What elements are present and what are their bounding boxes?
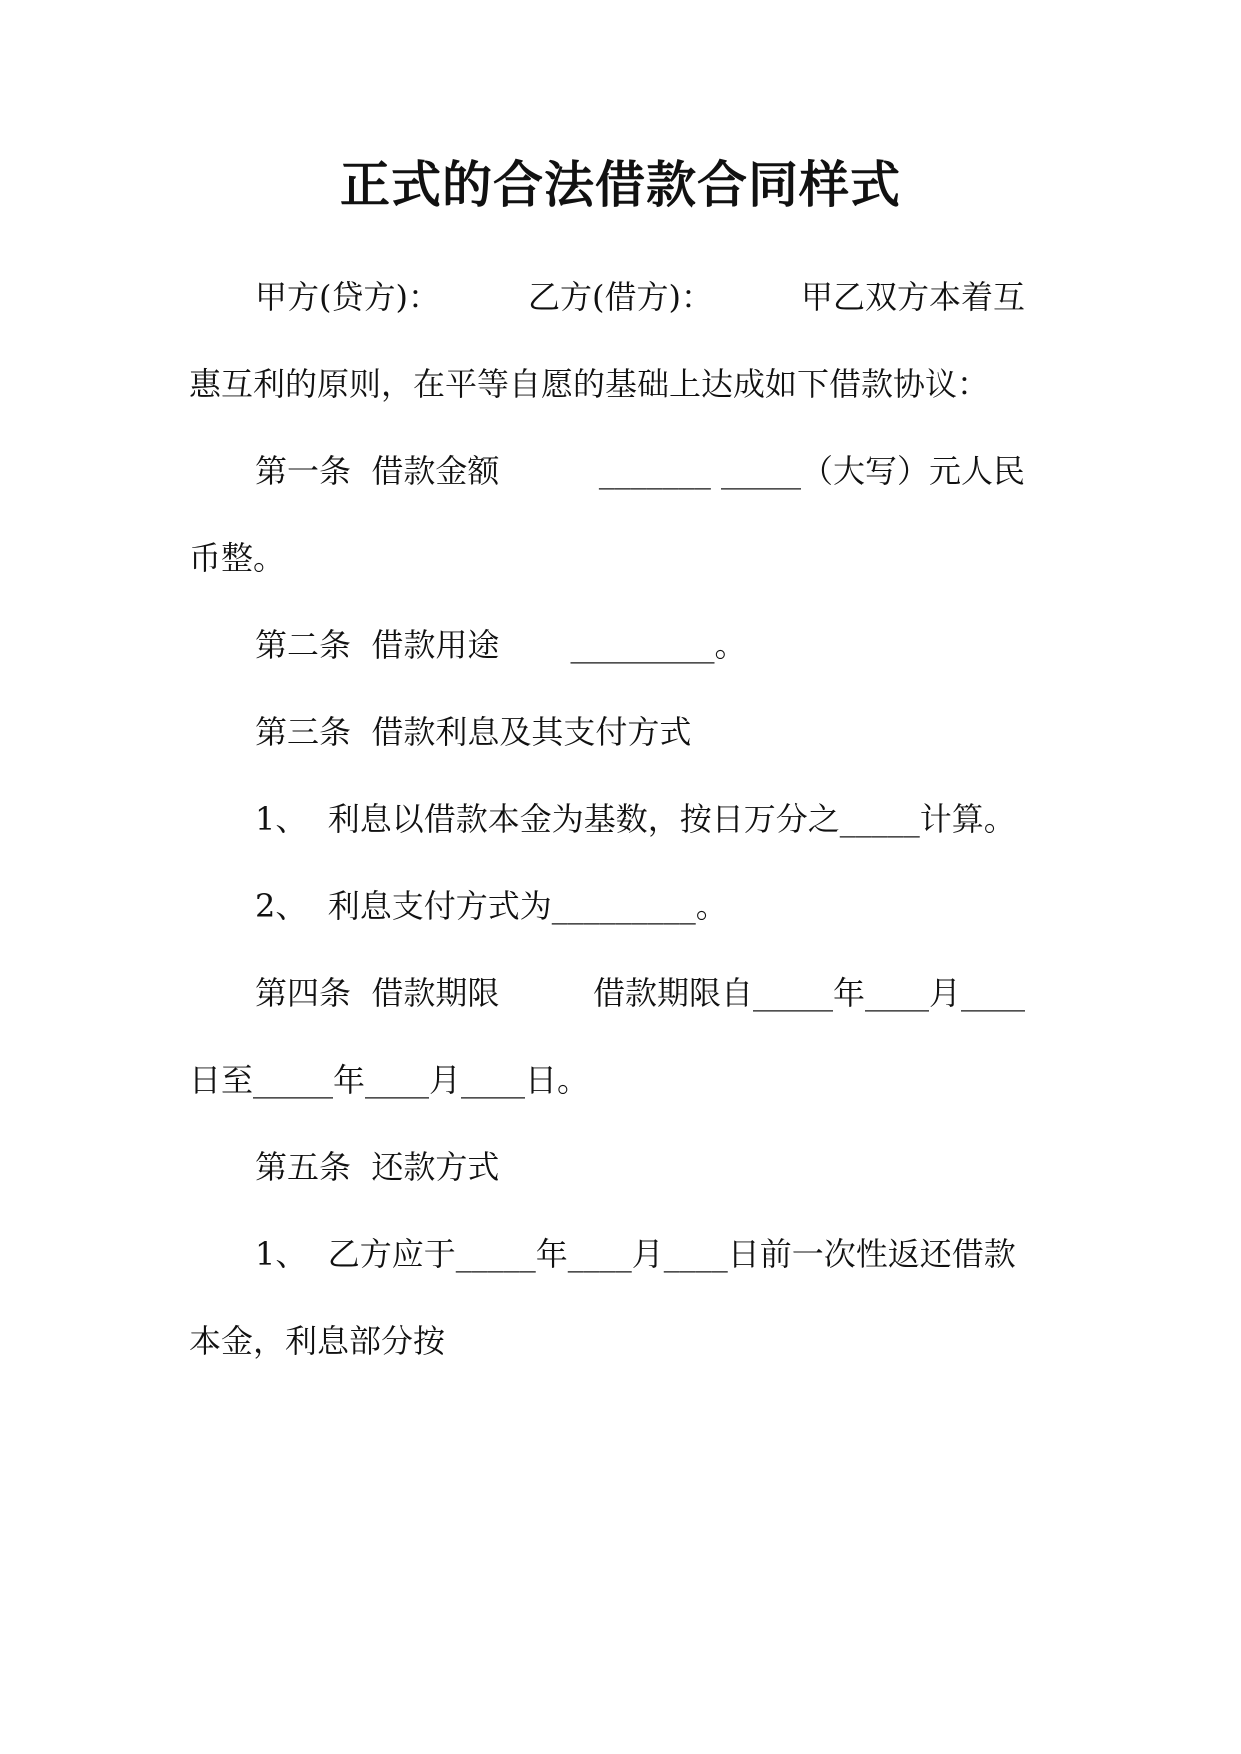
- borrower-label: 乙方(借方)：: [527, 278, 713, 316]
- article-4-heading: 第四条 借款期限: [255, 974, 500, 1012]
- lender-label: 甲方(贷方)：: [255, 278, 440, 316]
- article-1-continuation: 币整。: [189, 539, 286, 577]
- article-4-continuation: 日至_____年____月____日。: [189, 1061, 590, 1099]
- article-5-continuation: 本金，利息部分按: [189, 1322, 446, 1360]
- article-5-heading: 第五条 还款方式: [255, 1148, 500, 1186]
- document-title: 正式的合法借款合同样式: [340, 155, 901, 214]
- article-1-heading: 第一条 借款金额: [255, 452, 500, 490]
- parties-line: [255, 275, 1025, 319]
- article-5-item-1: 1、 乙方应于_____年____月____日前一次性返还借款: [255, 1235, 1016, 1273]
- article-3-item-1: 1、 利息以借款本金为基数，按日万分之_____计算。: [255, 800, 1016, 838]
- preamble-continuation: 惠互利的原则，在平等自愿的基础上达成如下借款协议：: [189, 365, 990, 403]
- article-4-term-start: 借款期限自_____年____月____: [592, 974, 1025, 1012]
- article-3-item-2: 2、 利息支付方式为_________。: [255, 887, 728, 925]
- article-1-line: [255, 449, 1025, 493]
- article-1-amount-blanks: _______ _____（大写）元人民: [598, 452, 1025, 490]
- article-2-line: 第二条 借款用途 _________。: [255, 626, 747, 664]
- article-4-line: [255, 971, 1025, 1015]
- preamble-start: 甲乙双方本着互: [800, 278, 1025, 316]
- article-3-heading: 第三条 借款利息及其支付方式: [255, 713, 692, 751]
